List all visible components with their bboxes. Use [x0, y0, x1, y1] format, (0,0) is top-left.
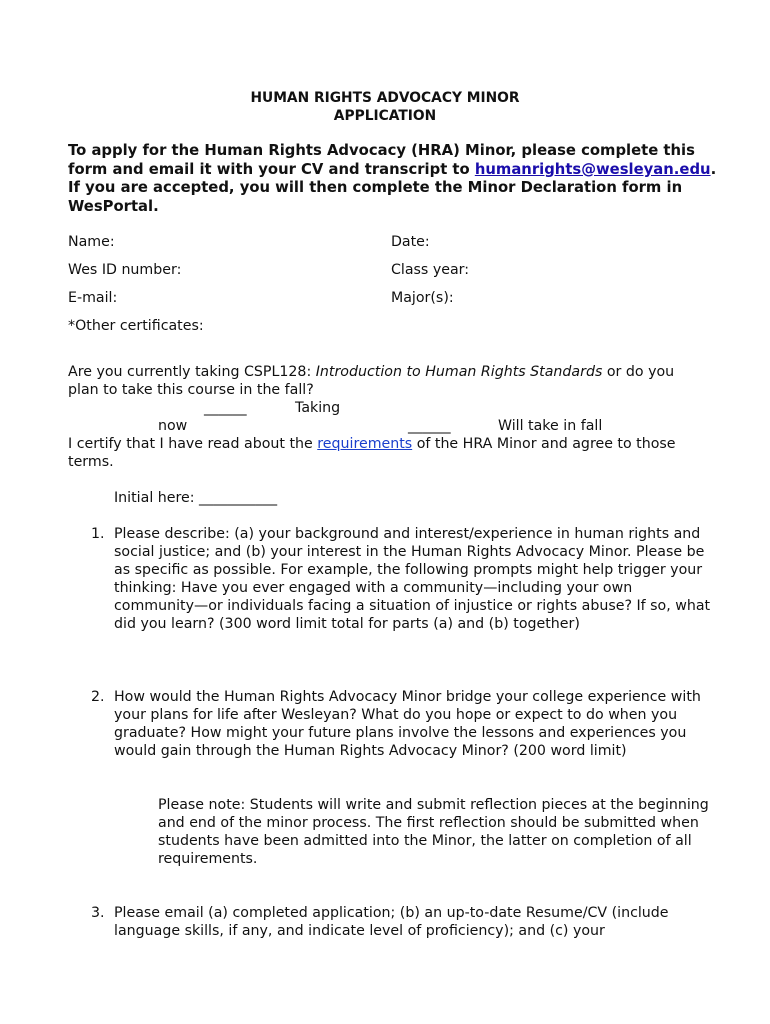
wes-id-field-label: Wes ID number:: [68, 262, 182, 278]
title-line-1: HUMAN RIGHTS ADVOCACY MINOR: [250, 90, 520, 106]
class-year-field-label: Class year:: [391, 262, 470, 278]
taking-label: Taking: [295, 400, 341, 416]
now-label: now: [158, 418, 188, 434]
title-line-2: APPLICATION: [333, 108, 437, 124]
name-field-label: Name:: [68, 234, 115, 250]
question-3-text: Please email (a) completed application; (b) an up-to-date Resume/CV (include language skills, if any, and indicate level of proficiency); and (c) your: [114, 905, 669, 939]
taking-now-blank[interactable]: ______: [204, 400, 247, 416]
question-1-text: Please describe: (a) your background and interest/experience in human rights and social justice; and (b) your interest in the Human Rights Advocacy Minor. Please be as specific as possible. For example, the following prompts might help trigger your thinking: Have you ever engaged with a community—including your own community—or individuals facing a situation of injustice or rights abuse? If so, what did you learn? (300 word limit total for parts (a) and (b) together): [114, 526, 711, 632]
question-1-number: 1.: [91, 526, 105, 542]
certify-before: I certify that I have read about the: [68, 436, 318, 452]
reflection-note: Please note: Students will write and submit reflection pieces at the beginning and end of the minor process. The first reflection should be submitted when students have been admitted into the Minor, the latter on completion of all requirements.: [158, 797, 709, 867]
date-field-label: Date:: [391, 234, 430, 250]
intro-text-after: . If you are accepted, you will then complete the Minor Declaration form in WesPortal.: [68, 160, 717, 216]
course-question-after: or do you plan to take this course in the fall?: [68, 364, 675, 398]
intro-paragraph: [68, 142, 718, 217]
intro-text-before: To apply for the Human Rights Advocacy (HRA) Minor, please complete this form and email it with your CV and transcript to: [68, 142, 695, 178]
majors-field-label: Major(s):: [391, 290, 454, 306]
initial-field[interactable]: Initial here: ___________: [114, 490, 278, 506]
course-question: [68, 363, 708, 399]
certify-after: of the HRA Minor and agree to those terms.: [68, 436, 676, 470]
will-take-blank[interactable]: ______: [408, 418, 451, 434]
email-field-label: E-mail:: [68, 290, 118, 306]
question-2-number: 2.: [91, 689, 105, 705]
question-2-text: How would the Human Rights Advocacy Minor bridge your college experience with your plans for life after Wesleyan? What do you hope or expect to do when you graduate? How might your future plans involve the lessons and experiences you would gain through the Human Rights Advocacy Minor? (200 word limit): [114, 689, 701, 759]
email-link[interactable]: humanrights@wesleyan.edu: [474, 160, 711, 178]
will-take-in-fall-label: Will take in fall: [498, 418, 603, 434]
course-title: Introduction to Human Rights Standards: [315, 364, 603, 380]
course-question-before: Are you currently taking CSPL128:: [68, 364, 316, 380]
other-certificates-label: *Other certificates:: [68, 318, 204, 334]
question-3-number: 3.: [91, 905, 105, 921]
requirements-link[interactable]: requirements: [317, 436, 413, 452]
certify-statement: [68, 435, 708, 471]
